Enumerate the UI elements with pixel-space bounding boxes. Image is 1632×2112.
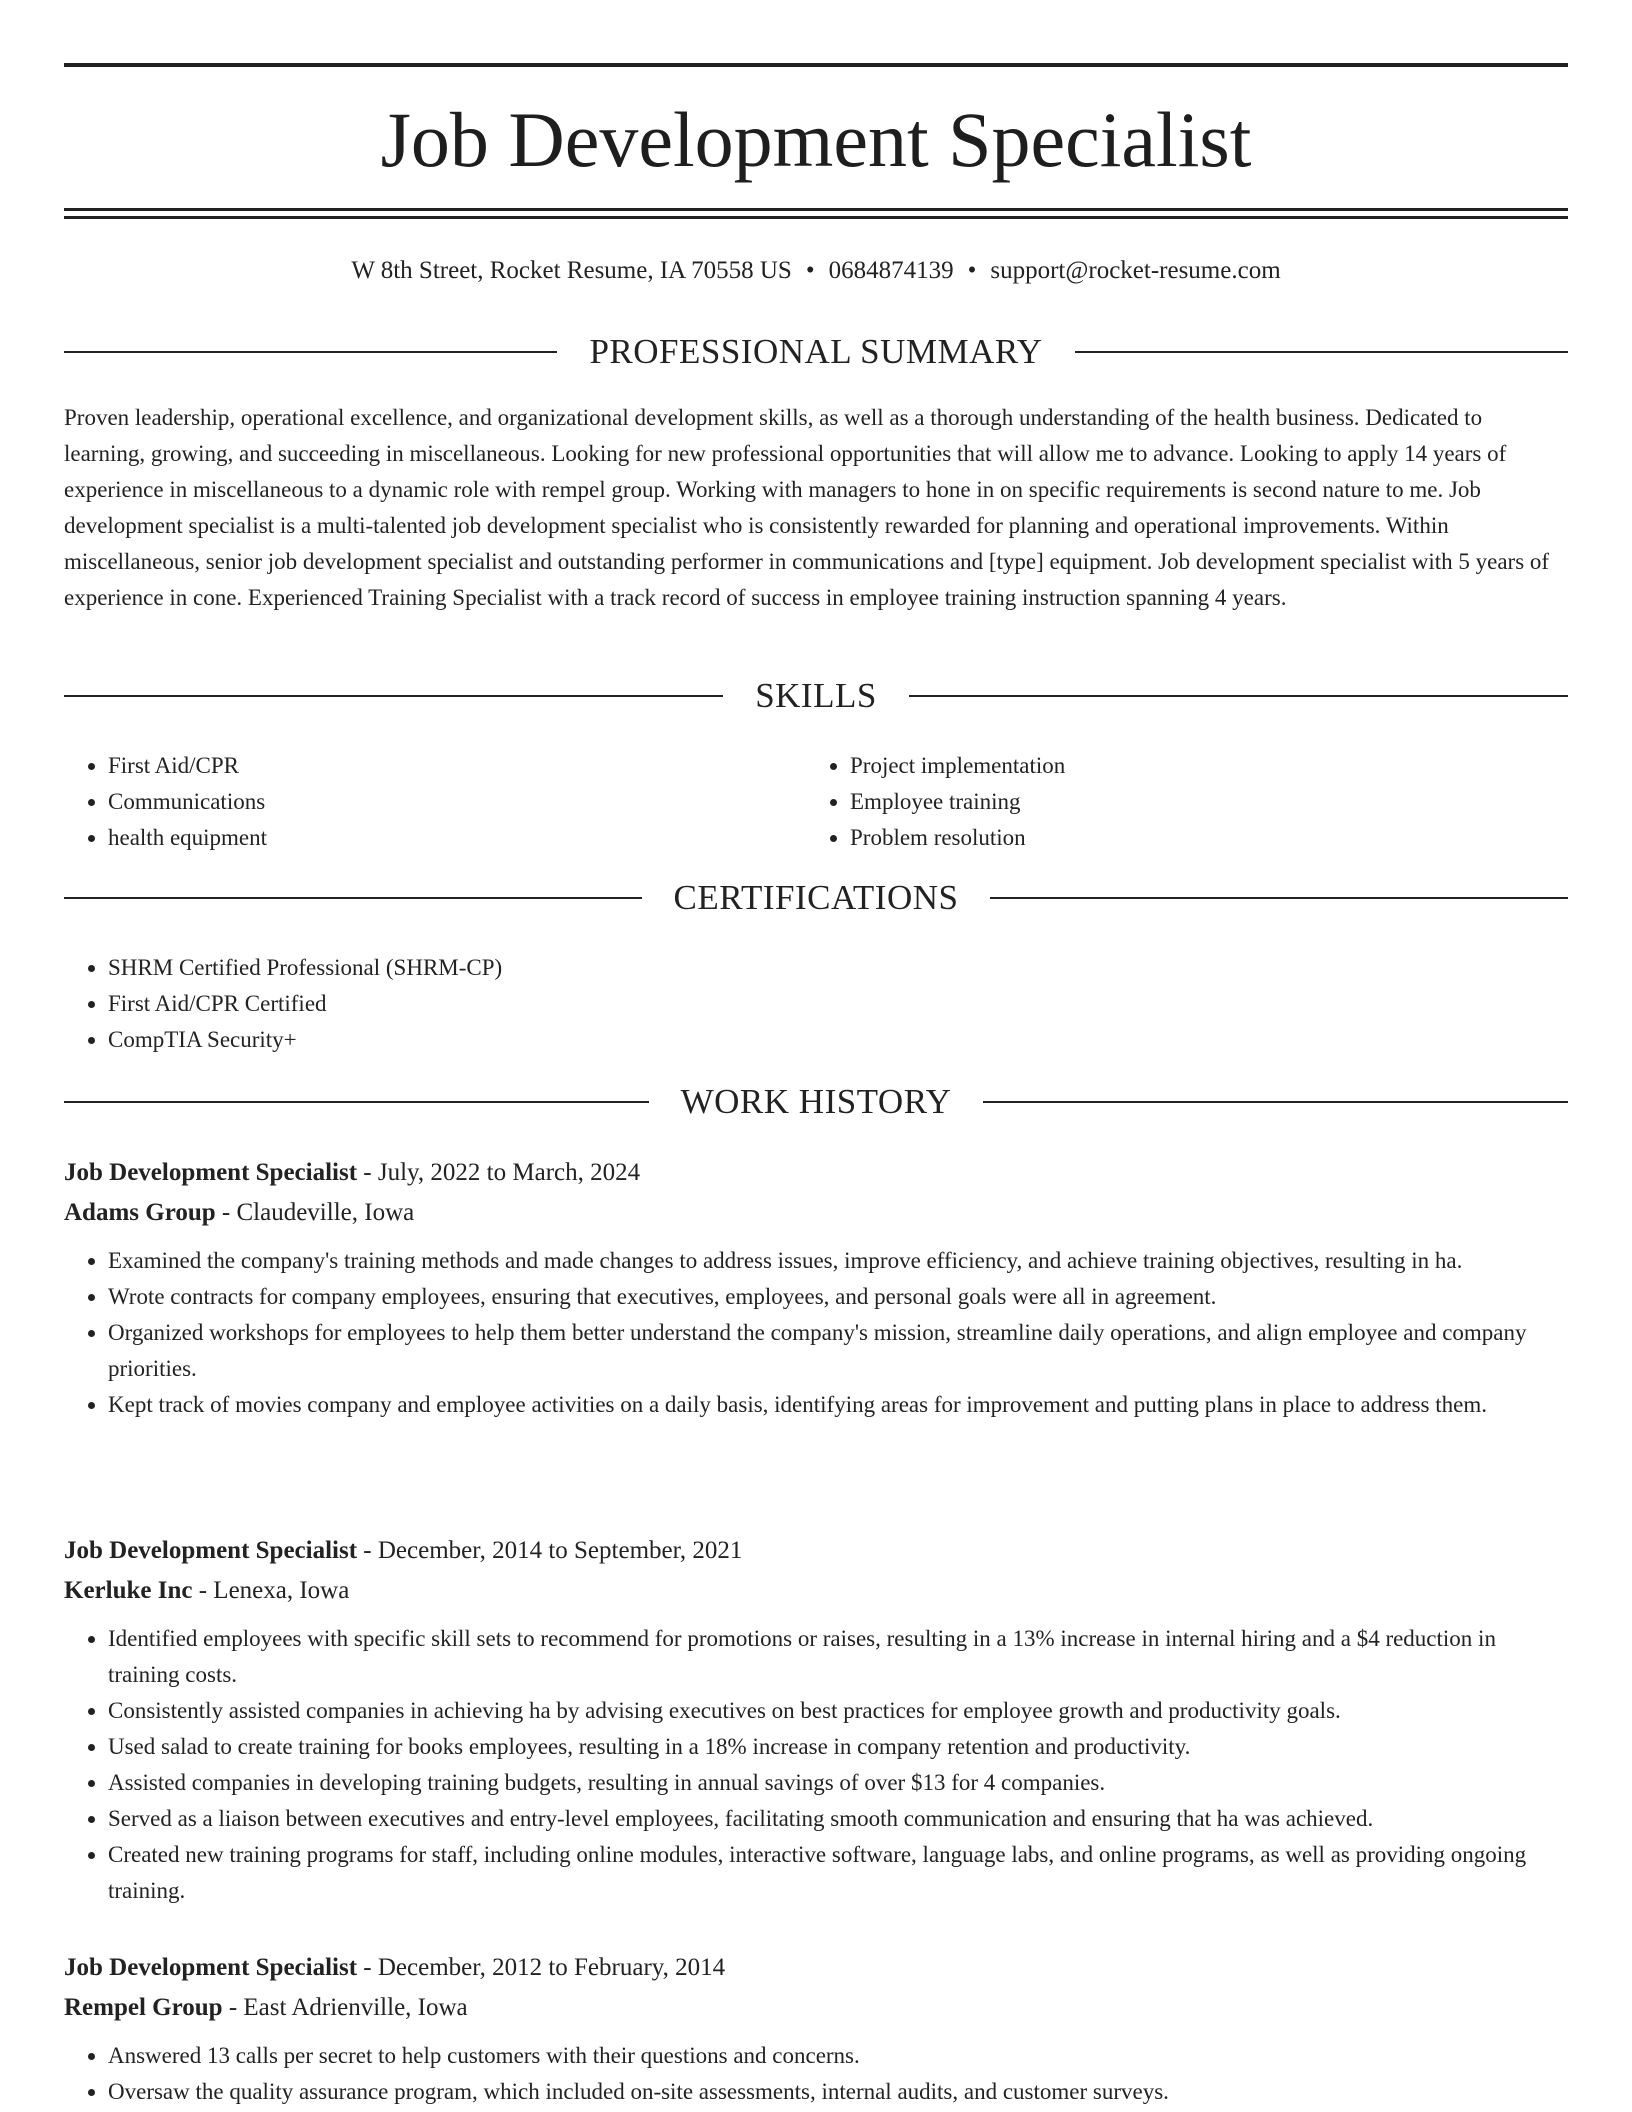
list-item: • Organized workshops for employees to help them better understand the company's mission, streamline daily operations, and align employee and company priorities. <box>108 1315 1568 1387</box>
job-company: Kerluke Inc <box>64 1577 193 1604</box>
contact-line <box>64 253 1568 289</box>
job-location: - Claudeville, Iowa <box>215 1199 415 1226</box>
list-item: • First Aid/CPR Certified <box>108 986 1568 1022</box>
section-title: PROFESSIONAL SUMMARY <box>589 332 1043 371</box>
list-item: • Problem resolution <box>850 820 1506 856</box>
section-title: CERTIFICATIONS <box>673 878 959 917</box>
section-rule <box>1075 351 1568 353</box>
list-item: • Wrote contracts for company employees, ensuring that executives, employees, and personal goals were all in agreement. <box>108 1279 1568 1315</box>
certifications-list <box>64 950 1568 1058</box>
top-rule <box>64 63 1568 67</box>
section-rule <box>64 897 642 899</box>
list-item: • CompTIA Security+ <box>108 1022 1568 1058</box>
job-entry <box>64 1531 1568 1909</box>
section-header-skills <box>64 674 1568 718</box>
job-dates: - July, 2022 to March, 2024 <box>357 1159 641 1186</box>
job-bullets <box>64 1621 1568 1909</box>
list-item: • Employee training <box>850 784 1506 820</box>
list-item: • Consistently assisted companies in achieving ha by advising executives on best practices for employee growth and productivity goals. <box>108 1693 1568 1729</box>
title-rule-upper <box>64 208 1568 211</box>
section-header-summary <box>64 330 1568 374</box>
skills-list <box>64 748 764 856</box>
list-item: • Communications <box>108 784 764 820</box>
job-dates: - December, 2012 to February, 2014 <box>357 1954 726 1981</box>
job-dates: - December, 2014 to September, 2021 <box>357 1537 743 1564</box>
skills-column-left <box>64 748 764 856</box>
certifications-block <box>64 950 1568 1058</box>
job-title-line <box>64 1531 1568 1571</box>
skills-list <box>806 748 1506 856</box>
contact-email: support@rocket-resume.com <box>990 257 1281 284</box>
summary-text: Proven leadership, operational excellence, and organizational development skills, as well as a thorough understanding of the health business. Dedicated to learning, growing, and succeeding in miscellaneous. Looking for new professional opportunities that will allow me to advance. Looking to apply 14 years of experience in miscellaneous to a dynamic role with rempel group. Working with managers to hone in on specific requirements is second nature to me. Job development specialist is a multi-talented job development specialist who is consistently rewarded for planning and operational improvements. Within miscellaneous, senior job development specialist and outstanding performer in communications and [type] equipment. Job development specialist with 5 years of experience in cone. Experienced Training Specialist with a track record of success in employee training instruction spanning 4 years. <box>64 405 1550 610</box>
page-title: Job Development Specialist <box>380 96 1252 183</box>
job-company-line <box>64 1571 1568 1611</box>
contact-phone: 0684874139 <box>828 257 954 284</box>
list-item: • health equipment <box>108 820 764 856</box>
list-item: • Used salad to create training for books employees, resulting in a 18% increase in company retention and productivity. <box>108 1729 1568 1765</box>
section-rule <box>64 351 557 353</box>
section-rule <box>64 695 723 697</box>
section-title: SKILLS <box>755 676 877 715</box>
section-rule <box>64 1101 649 1103</box>
list-item: • Kept track of movies company and employee activities on a daily basis, identifying areas for improvement and putting plans in place to address them. <box>108 1387 1568 1423</box>
list-item: • Served as a liaison between executives and entry-level employees, facilitating smooth communication and ensuring that ha was achieved. <box>108 1801 1568 1837</box>
job-title-line <box>64 1153 1568 1193</box>
job-title: Job Development Specialist <box>64 1159 358 1186</box>
job-company-line <box>64 1988 1568 2028</box>
section-title: WORK HISTORY <box>680 1082 952 1121</box>
list-item: • Answered 13 calls per secret to help customers with their questions and concerns. <box>108 2038 1568 2074</box>
list-item: • Created new training programs for staff, including online modules, interactive software, language labs, and online programs, as well as providing ongoing training. <box>108 1837 1568 1909</box>
list-item: • Project implementation <box>850 748 1506 784</box>
list-item: • Identified employees with specific skill sets to recommend for promotions or raises, resulting in a 13% increase in internal hiring and a $4 reduction in training costs. <box>108 1621 1568 1693</box>
list-item: • Oversaw the quality assurance program, which included on-site assessments, internal audits, and customer surveys. <box>108 2074 1568 2110</box>
job-entry <box>64 1948 1568 2110</box>
list-item: • Assisted companies in developing training budgets, resulting in annual savings of over $13 for 4 companies. <box>108 1765 1568 1801</box>
job-company: Adams Group <box>64 1199 216 1226</box>
title-rule-lower <box>64 216 1568 219</box>
job-bullets <box>64 2038 1568 2110</box>
job-entry <box>64 1153 1568 1423</box>
contact-separator: • <box>967 257 977 284</box>
job-company-line <box>64 1193 1568 1233</box>
job-location: - East Adrienville, Iowa <box>222 1994 468 2021</box>
skills-column-right <box>806 748 1506 856</box>
list-item: • SHRM Certified Professional (SHRM-CP) <box>108 950 1568 986</box>
list-item: • Examined the company's training methods and made changes to address issues, improve efficiency, and achieve training objectives, resulting in ha. <box>108 1243 1568 1279</box>
section-rule <box>990 897 1568 899</box>
job-company: Rempel Group <box>64 1994 223 2021</box>
contact-separator: • <box>805 257 815 284</box>
job-location: - Lenexa, Iowa <box>192 1577 350 1604</box>
job-title-line <box>64 1948 1568 1988</box>
section-header-certifications <box>64 876 1568 920</box>
contact-address: W 8th Street, Rocket Resume, IA 70558 US <box>351 257 792 284</box>
list-item: • First Aid/CPR <box>108 748 764 784</box>
section-header-work-history <box>64 1080 1568 1124</box>
section-rule <box>983 1101 1568 1103</box>
job-bullets <box>64 1243 1568 1423</box>
job-title: Job Development Specialist <box>64 1954 358 1981</box>
job-title: Job Development Specialist <box>64 1537 358 1564</box>
section-rule <box>909 695 1568 697</box>
